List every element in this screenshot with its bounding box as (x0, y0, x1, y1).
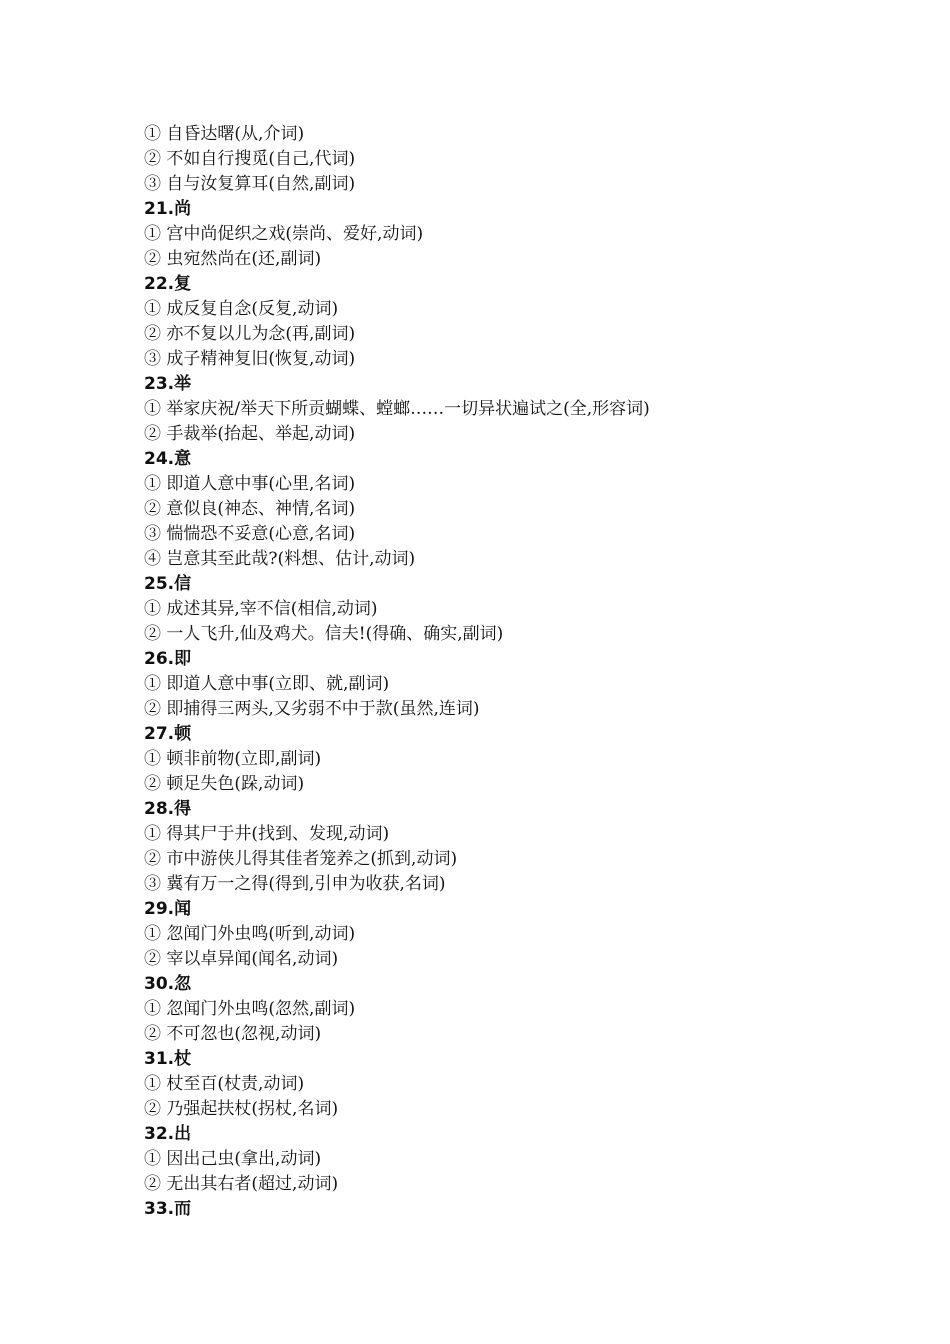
usage-example: ① 因出己虫(拿出,动词) (144, 1149, 322, 1169)
usage-example: ① 即道人意中事(心里,名词) (144, 474, 356, 494)
usage-example: ① 即道人意中事(立即、就,副词) (144, 674, 390, 694)
usage-example: ① 得其尸于井(找到、发现,动词) (144, 824, 390, 844)
usage-example: ① 自昏达曙(从,介词) (144, 124, 305, 144)
document-page (144, 122, 864, 1222)
word-heading: 25.信 (144, 574, 192, 594)
usage-example: ① 举家庆祝/举天下所贡蝴蝶、螳螂……一切异状遍试之(全,形容词) (144, 399, 650, 419)
usage-example: ① 宫中尚促织之戏(崇尚、爱好,动词) (144, 224, 424, 244)
usage-example: ④ 岂意其至此哉?(料想、估计,动词) (144, 549, 416, 569)
usage-example: ② 无出其右者(超过,动词) (144, 1174, 339, 1194)
word-heading: 33.而 (144, 1199, 192, 1219)
vocabulary-list (144, 122, 864, 1222)
usage-example: ① 忽闻门外虫鸣(听到,动词) (144, 924, 356, 944)
word-heading: 24.意 (144, 449, 192, 469)
usage-example: ③ 冀有万一之得(得到,引申为收获,名词) (144, 874, 446, 894)
usage-example: ② 宰以卓异闻(闻名,动词) (144, 949, 339, 969)
usage-example: ① 顿非前物(立即,副词) (144, 749, 322, 769)
usage-example: ② 亦不复以儿为念(再,副词) (144, 324, 356, 344)
usage-example: ② 即捕得三两头,又劣弱不中于款(虽然,连词) (144, 699, 480, 719)
usage-example: ① 成反复自念(反复,动词) (144, 299, 339, 319)
usage-example: ② 虫宛然尚在(还,副词) (144, 249, 322, 269)
usage-example: ② 手裁举(抬起、举起,动词) (144, 424, 356, 444)
usage-example: ① 成述其异,宰不信(相信,动词) (144, 599, 378, 619)
usage-example: ① 杖至百(杖责,动词) (144, 1074, 305, 1094)
usage-example: ② 意似良(神态、神情,名词) (144, 499, 356, 519)
usage-example: ③ 自与汝复算耳(自然,副词) (144, 174, 356, 194)
usage-example: ② 顿足失色(跺,动词) (144, 774, 305, 794)
word-heading: 28.得 (144, 799, 192, 819)
usage-example: ③ 惴惴恐不妥意(心意,名词) (144, 524, 356, 544)
usage-example: ② 不可忽也(忽视,动词) (144, 1024, 322, 1044)
usage-example: ② 不如自行搜觅(自己,代词) (144, 149, 356, 169)
usage-example: ③ 成子精神复旧(恢复,动词) (144, 349, 356, 369)
usage-example: ② 市中游侠儿得其佳者笼养之(抓到,动词) (144, 849, 458, 869)
word-heading: 30.忽 (144, 974, 192, 994)
word-heading: 29.闻 (144, 899, 192, 919)
word-heading: 32.出 (144, 1124, 192, 1144)
usage-example: ② 一人飞升,仙及鸡犬。信夫!(得确、确实,副词) (144, 624, 504, 644)
word-heading: 27.顿 (144, 724, 192, 744)
word-heading: 31.杖 (144, 1049, 192, 1069)
usage-example: ① 忽闻门外虫鸣(忽然,副词) (144, 999, 356, 1019)
word-heading: 26.即 (144, 649, 192, 669)
word-heading: 21.尚 (144, 199, 192, 219)
usage-example: ② 乃强起扶杖(拐杖,名词) (144, 1099, 339, 1119)
word-heading: 22.复 (144, 274, 192, 294)
word-heading: 23.举 (144, 374, 192, 394)
